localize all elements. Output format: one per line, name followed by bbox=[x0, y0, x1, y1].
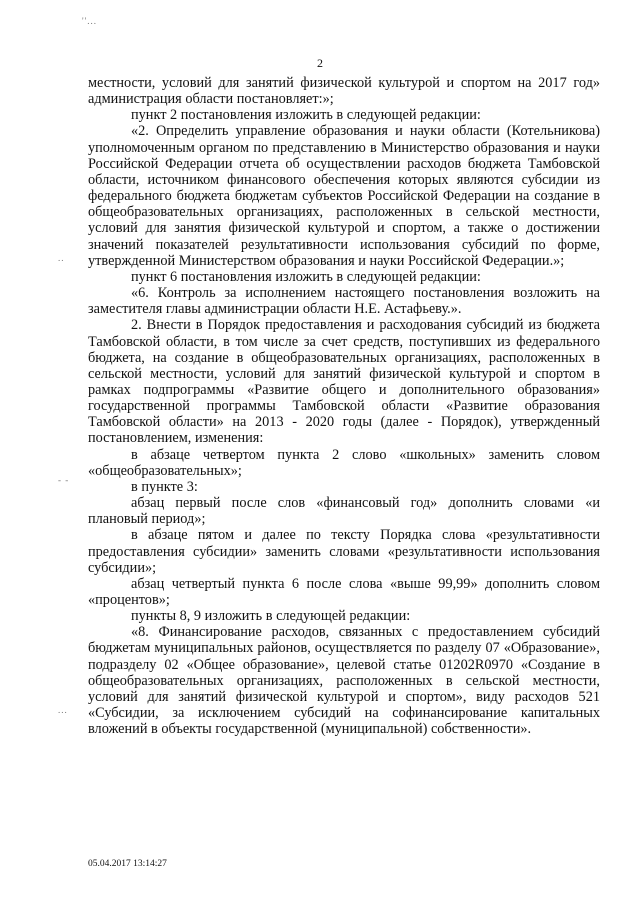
document-body bbox=[88, 75, 600, 737]
page-number: 2 bbox=[317, 56, 323, 70]
scan-mark: ''... bbox=[82, 16, 97, 26]
print-timestamp: 05.04.2017 13:14:27 bbox=[88, 859, 167, 869]
scan-mark: ... bbox=[58, 705, 68, 715]
paragraph: в пункте 3: bbox=[131, 478, 198, 495]
paragraph: пункт 6 постановления изложить в следующей редакции: bbox=[131, 268, 481, 285]
paragraph: в абзаце пятом и далее по тексту Порядка слова «результативности предоставления субсидии» заменить словами «результативности использования субсидии»; bbox=[88, 527, 600, 576]
scan-mark: - - bbox=[58, 475, 70, 485]
paragraph: пункт 2 постановления изложить в следующей редакции: bbox=[131, 107, 481, 124]
paragraph: местности, условий для занятий физической культурой и спортом на 2017 год» администрация области постановляет:»; bbox=[88, 75, 600, 108]
paragraph: «6. Контроль за исполнением настоящего постановления возложить на заместителя главы администрации области Н.Е. Астафьеву.». bbox=[88, 285, 600, 318]
scan-mark: .. bbox=[58, 253, 65, 263]
paragraph: «8. Финансирование расходов, связанных с предоставлением субсидий бюджетам муниципальных районов, осуществляется по разделу 07 «Образование», подразделу 02 «Общее образование», целевой статье 01202R0970 «Создание в общеобразовательных организациях, расположенных в сельской местности, условий для занятий физической культурой и спортом», виду расходов 521 «Субсидии, за исключением субсидий на софинансирование капитальных вложений в объекты государственной (муниципальной) собственности». bbox=[88, 624, 600, 738]
paragraph: в абзаце четвертом пункта 2 слово «школьных» заменить словом «общеобразовательных»; bbox=[88, 446, 600, 479]
paragraph: абзац четвертый пункта 6 после слова «выше 99,99» дополнить словом «процентов»; bbox=[88, 575, 600, 608]
paragraph: абзац первый после слов «финансовый год» дополнить словами «и плановый период»; bbox=[88, 495, 600, 528]
paragraph: пункты 8, 9 изложить в следующей редакции: bbox=[131, 608, 411, 625]
paragraph: «2. Определить управление образования и науки области (Котельникова) уполномоченным органом по представлению в Министерство образования и науки Российской Федерации отчета об осуществлении расходов бюджета Тамбовской области, источником финансового обеспечения которых являются субсидии из федерального бюджета бюджетам субъектов Российской Федерации на создание в общеобразовательных организациях, расположенных в сельской местности, условий для занятия физической культурой и спортом, а также о достижении значений показателей результативности использования субсидий по форме, утвержденной Министерством образования и науки Российской Федерации.»; bbox=[88, 123, 600, 269]
paragraph: 2. Внести в Порядок предоставления и расходования субсидий из бюджета Тамбовской области, в том числе за счет средств, поступивших из федерального бюджета, на создание в общеобразовательных организациях, расположенных в сельской местности, условий для занятий физической культурой и спортом в рамках подпрограммы «Развитие общего и дополнительного образования» государственной программы Тамбовской области «Развитие образования Тамбовской области» на 2013 - 2020 годы (далее - Порядок), утвержденный постановлением, изменения: bbox=[88, 317, 600, 447]
